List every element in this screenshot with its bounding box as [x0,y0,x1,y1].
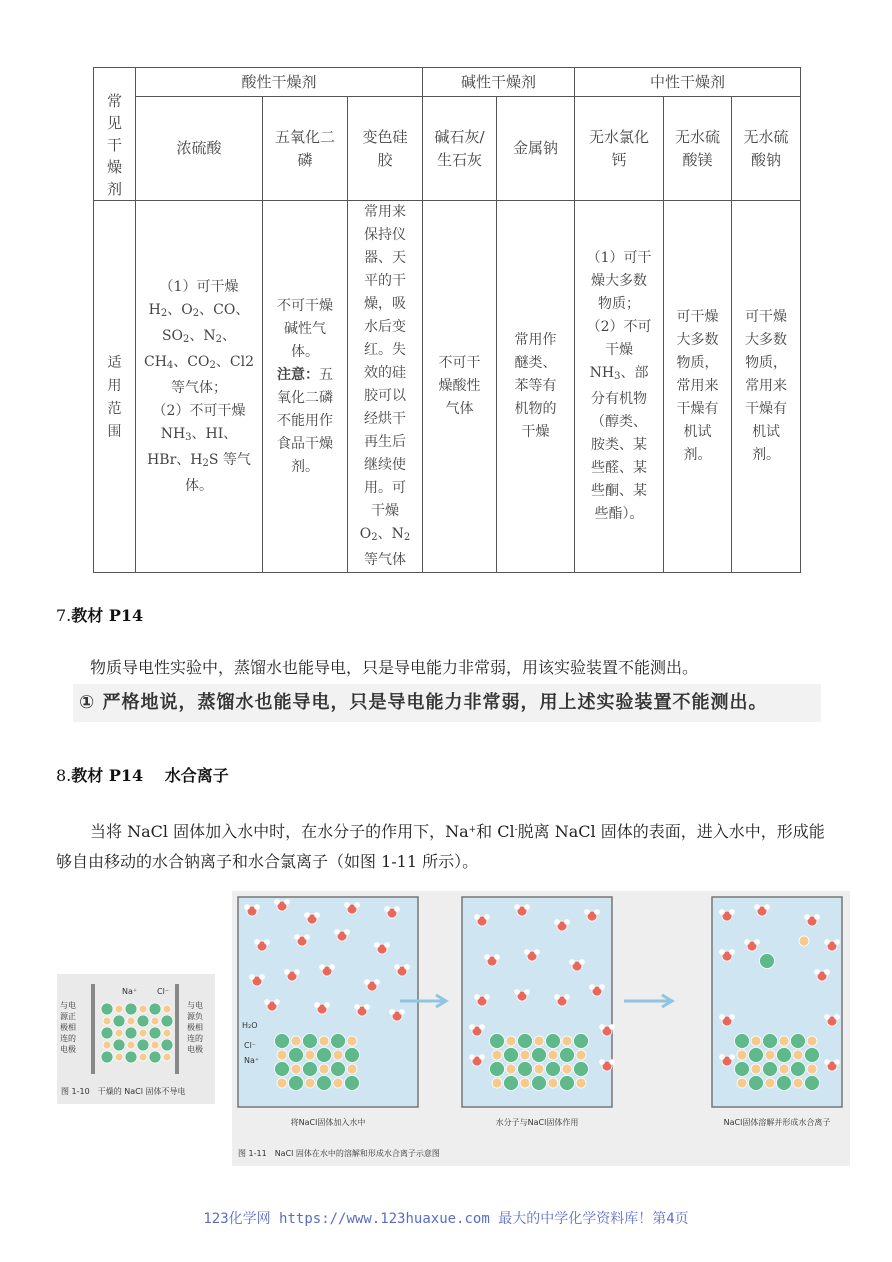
header-label: 常 见 干 燥 剂 [106,92,122,198]
water-hydrogen [315,913,320,918]
chloride-ion [149,1051,161,1063]
chloride-ion [149,1003,161,1015]
chloride-ion [303,1034,318,1049]
water-hydrogen [595,910,600,915]
sodium-ion [319,1064,329,1074]
sodium-ion [492,1078,502,1088]
chloride-ion [546,1034,561,1049]
sodium-ion [737,1050,747,1060]
sodium-ion [548,1078,558,1088]
sodium-ion [163,1005,171,1013]
sodium-ion [277,1078,287,1088]
chloride-ion [101,1051,113,1063]
na-label: Na⁺ [244,1056,260,1065]
cl-label: Cl⁻ [244,1041,257,1050]
water-hydrogen [395,907,400,912]
sodium-ion [520,1078,530,1088]
chloride-ion [345,1076,360,1091]
section8-text: 当将 NaCl 固体加入水中时，在水分子的作用下，Na+和 Cl-脱离 NaCl 固体的表面，进入水中，形成能够自由移动的水合钠离子和水合氯离子（如图 1-11 所示）。 [56,822,825,871]
water-hydrogen [525,950,530,955]
water-hydrogen [755,905,760,910]
water-hydrogen [485,995,490,1000]
chloride-ion [532,1048,547,1063]
sodium-ion [139,1053,147,1061]
group-basic: 碱性干燥剂 [423,68,575,97]
water-hydrogen [255,940,260,945]
figure-1-11 [232,891,850,1166]
chloride-ion [735,1034,750,1049]
sodium-ion [103,1041,111,1049]
group-acidic: 酸性干燥剂 [136,68,423,97]
section7-text: 物质导电性实验中，蒸馏水也能导电，只是导电能力非常弱，用该实验装置不能测出。 [90,658,699,677]
svg-text:电极: 电极 [187,1045,203,1054]
water-hydrogen [345,903,350,908]
sodium-ion [305,1050,315,1060]
water-hydrogen [285,900,290,905]
water-hydrogen [470,1055,475,1060]
water-hydrogen [825,970,830,975]
water-hydrogen [265,1000,270,1005]
water-hydrogen [480,1055,485,1060]
chloride-ion [791,1062,806,1077]
chloride-ion [560,1048,575,1063]
water-hydrogen [330,965,335,970]
chloride-ion [275,1062,290,1077]
panel-3-caption: NaCl固体溶解并形成水合离子 [723,1118,831,1127]
name-sodium: 金属钠 [497,97,575,201]
header-label-cell [94,68,136,201]
water-hydrogen [765,905,770,910]
water-hydrogen [345,930,350,935]
beaker-panel-3 [712,897,842,1107]
water-hydrogen [250,975,255,980]
sodium-ion [807,1036,817,1046]
scope-p2o5: 不可干燥 碱性气 体。 注意：五 氧化二磷 不能用作 食品干燥 剂。 [263,201,348,573]
name-silica: 变色硅 胶 [348,97,423,201]
name-cacl2: 无水氯化 钙 [575,97,664,201]
sodium-ion [151,1017,159,1025]
name-sodalime: 碱石灰/ 生石灰 [423,97,497,201]
water-hydrogen [720,910,725,915]
chloride-ion [777,1048,792,1063]
chloride-ion [275,1034,290,1049]
water-hydrogen [385,907,390,912]
chloride-ion [113,1015,125,1027]
chloride-ion [289,1048,304,1063]
chloride-ion [331,1034,346,1049]
chloride-ion [749,1076,764,1091]
right-electrode-label [187,1000,203,1054]
sodium-ion [291,1036,301,1046]
sodium-ion [139,1005,147,1013]
figure-1-10-diagram [57,974,215,1104]
water-hydrogen [580,960,585,965]
sodium-ion [506,1036,516,1046]
water-hydrogen [395,965,400,970]
svg-text:与电: 与电 [187,1001,203,1010]
chloride-ion [749,1048,764,1063]
water-hydrogen [325,1003,330,1008]
figure-1-11-diagram [232,891,850,1166]
svg-text:源正: 源正 [60,1012,76,1021]
sodium-ion [347,1064,357,1074]
water-hydrogen [480,1025,485,1030]
chloride-ion [137,1015,149,1027]
chloride-ion [161,1015,173,1027]
water-hydrogen [285,970,290,975]
water-hydrogen [590,985,595,990]
chloride-ion [518,1062,533,1077]
water-hydrogen [275,900,280,905]
water-hydrogen [305,913,310,918]
water-hydrogen [730,910,735,915]
chloride-ion [113,1039,125,1051]
water-hydrogen [365,1005,370,1010]
svg-text:电极: 电极 [60,1045,76,1054]
chloride-ion [490,1034,505,1049]
sodium-ion [765,1050,775,1060]
water-hydrogen [475,995,480,1000]
chloride-ion [317,1048,332,1063]
water-hydrogen [385,943,390,948]
sodium-ion [576,1050,586,1060]
sodium-ion [751,1036,761,1046]
water-hydrogen [275,1000,280,1005]
water-hydrogen [515,990,520,995]
chloride-ion [303,1062,318,1077]
water-hydrogen [585,910,590,915]
chloride-ion [125,1051,137,1063]
chloride-ion [125,1003,137,1015]
water-hydrogen [485,915,490,920]
chloride-ion [490,1062,505,1077]
water-hydrogen [815,970,820,975]
scope-na2so4: 可干燥 大多数 物质， 常用来 干燥有 机试 剂。 [732,201,801,573]
water-hydrogen [825,1060,830,1065]
chloride-ion [504,1048,519,1063]
section8-heading: 8.教材 P14 水合离子 [56,766,229,785]
electrode-left [91,984,95,1074]
sodium-ion [562,1036,572,1046]
sodium-ion [319,1036,329,1046]
water-hydrogen [295,970,300,975]
scope-label: 适 用 范 围 [107,355,122,440]
chloride-ion [763,1062,778,1077]
svg-text:连的: 连的 [187,1034,203,1043]
water-hydrogen [730,1055,735,1060]
sodium-ion [807,1064,817,1074]
chloride-ion [560,1076,575,1091]
scope-cacl2: （1）可干 燥大多数 物质； （2）不可 干燥 $NH_3$、部 分有机物 （醇类、 胺类、某 些醛、某 些酮、某 些酯）。 [575,201,664,573]
section7-heading: 7.教材 P14 [56,606,144,625]
chloride-ion [137,1039,149,1051]
chloride-ion [345,1048,360,1063]
water-hydrogen [720,950,725,955]
water-hydrogen [245,905,250,910]
sodium-ion [576,1078,586,1088]
scope-sulfuric: （1）可干燥 $H_2$、$O_2$、CO、 $SO_2$、$N_2$、 $CH_4$、$CO_2$、Cl2 等气体； （2）不可干燥 $NH_3$、HI、 HBr、$H_2S$ 等气 体。 [136,201,263,573]
scope-label-cell [94,201,136,573]
sodium-ion [115,1005,123,1013]
figure-1-10 [57,974,215,1104]
water-hydrogen [835,940,840,945]
scope-mgso4: 可干燥 大多数 物质， 常用来 干燥有 机试 剂。 [664,201,732,573]
water-hydrogen [355,1005,360,1010]
sodium-ion [151,1041,159,1049]
water-hydrogen [825,1015,830,1020]
chloride-ion [161,1039,173,1051]
svg-text:极相: 极相 [187,1023,203,1032]
sodium-ion [277,1050,287,1060]
water-hydrogen [405,965,410,970]
panel-2-caption: 水分子与NaCl固体作用 [495,1118,579,1127]
chloride-ion [546,1062,561,1077]
svg-text:与电: 与电 [60,1001,76,1010]
water-hydrogen [260,975,265,980]
water-hydrogen [720,1055,725,1060]
sodium-ion [103,1017,111,1025]
sodium-ion [333,1050,343,1060]
sodium-ion [115,1053,123,1061]
water-hydrogen [835,1060,840,1065]
sodium-ion [779,1036,789,1046]
sodium-ion [534,1036,544,1046]
name-mgso4: 无水硫 酸镁 [664,97,732,201]
figure-1-11-caption: 图 1-11 NaCl 固体在水中的溶解和形成水合离子示意图 [238,1149,440,1158]
electrode-right [175,984,179,1074]
water-hydrogen [390,1010,395,1015]
water-hydrogen [720,1015,725,1020]
note-label: 注意： [277,366,319,383]
hydrated-chloride [760,954,775,969]
water-hydrogen [565,995,570,1000]
scope-silica: 常用来 保持仪 器、天 平的干 燥，吸 水后变 红。失 效的硅 胶可以 经烘干 再生后 继续使 用。可 干燥 $O_2$、$N_2$ 等气体 [348,201,423,573]
chloride-ion [331,1062,346,1077]
water-hydrogen [375,980,380,985]
sodium-ion [492,1050,502,1060]
chloride-ion [574,1034,589,1049]
sodium-ion [779,1064,789,1074]
water-hydrogen [355,903,360,908]
water-hydrogen [375,943,380,948]
chloride-ion [504,1076,519,1091]
water-hydrogen [570,960,575,965]
sodium-ion [534,1064,544,1074]
hydrated-sodium [799,936,809,946]
sodium-ion [163,1053,171,1061]
textbook-scan-strip: ① 严格地说，蒸馏水也能导电，只是导电能力非常弱，用上述实验装置不能测出。 [73,684,821,722]
desiccant-table [93,67,801,573]
h2o-label: H₂O [242,1021,258,1030]
scope-sodalime: 不可干 燥酸性 气体 [423,201,497,573]
water-hydrogen [475,915,480,920]
chloride-ion [149,1027,161,1039]
chloride-ion [805,1076,820,1091]
name-sulfuric: 浓硫酸 [136,97,263,201]
sodium-ion [793,1050,803,1060]
chloride-ion [763,1034,778,1049]
chloride-ion [125,1027,137,1039]
svg-text:连的: 连的 [60,1034,76,1043]
water-hydrogen [835,1015,840,1020]
chloride-ion [317,1076,332,1091]
water-hydrogen [600,1060,605,1065]
water-hydrogen [515,905,520,910]
water-hydrogen [610,1025,615,1030]
panel-1-caption: 将NaCl固体加入水中 [290,1118,366,1127]
water-hydrogen [295,935,300,940]
svg-text:源负: 源负 [187,1012,203,1021]
cl-label: Cl⁻ [157,987,170,996]
sodium-ion [333,1078,343,1088]
group-neutral: 中性干燥剂 [575,68,801,97]
chloride-ion [574,1062,589,1077]
water-hydrogen [315,1003,320,1008]
sodium-ion [163,1029,171,1037]
water-hydrogen [525,990,530,995]
water-hydrogen [730,950,735,955]
page-footer: 123化学网 https://www.123huaxue.com 最大的中学化学资料库！第4页 [203,1211,689,1227]
water-hydrogen [745,940,750,945]
chloride-ion [289,1076,304,1091]
water-hydrogen [255,905,260,910]
chloride-ion [777,1076,792,1091]
chloride-ion [518,1034,533,1049]
water-hydrogen [320,965,325,970]
sodium-ion [139,1029,147,1037]
chloride-ion [791,1034,806,1049]
chloride-ion [735,1062,750,1077]
water-hydrogen [600,985,605,990]
water-hydrogen [485,955,490,960]
chloride-ion [805,1048,820,1063]
water-hydrogen [730,1015,735,1020]
sodium-ion [127,1017,135,1025]
sodium-ion [347,1036,357,1046]
water-hydrogen [805,915,810,920]
water-hydrogen [825,940,830,945]
sodium-ion [291,1064,301,1074]
water-hydrogen [400,1010,405,1015]
sodium-ion [127,1041,135,1049]
scope-sodium: 常用作 醚类、 苯等有 机物的 干燥 [497,201,575,573]
name-p2o5: 五氧化二 磷 [263,97,348,201]
sodium-ion [305,1078,315,1088]
chloride-ion [101,1027,113,1039]
water-hydrogen [555,995,560,1000]
na-label: Na⁺ [122,987,138,996]
chloride-ion [532,1076,547,1091]
sodium-ion [520,1050,530,1060]
sodium-ion [765,1078,775,1088]
water-hydrogen [815,915,820,920]
water-hydrogen [470,1025,475,1030]
figure-1-10-caption: 图 1-10 干燥的 NaCl 固体不导电 [61,1087,186,1096]
water-hydrogen [365,980,370,985]
sodium-ion [562,1064,572,1074]
sodium-ion [793,1078,803,1088]
water-hydrogen [565,920,570,925]
sodium-ion [115,1029,123,1037]
water-hydrogen [555,920,560,925]
water-hydrogen [535,950,540,955]
left-electrode-label [60,1000,76,1054]
water-hydrogen [265,940,270,945]
water-hydrogen [755,940,760,945]
water-hydrogen [600,1025,605,1030]
sodium-ion [737,1078,747,1088]
water-hydrogen [495,955,500,960]
water-hydrogen [335,930,340,935]
water-hydrogen [525,905,530,910]
water-hydrogen [610,1060,615,1065]
sodium-ion [506,1064,516,1074]
chloride-ion [101,1003,113,1015]
svg-text:极相: 极相 [60,1023,76,1032]
name-na2so4: 无水硫 酸钠 [732,97,801,201]
sodium-ion [751,1064,761,1074]
water-hydrogen [305,935,310,940]
sodium-ion [548,1050,558,1060]
